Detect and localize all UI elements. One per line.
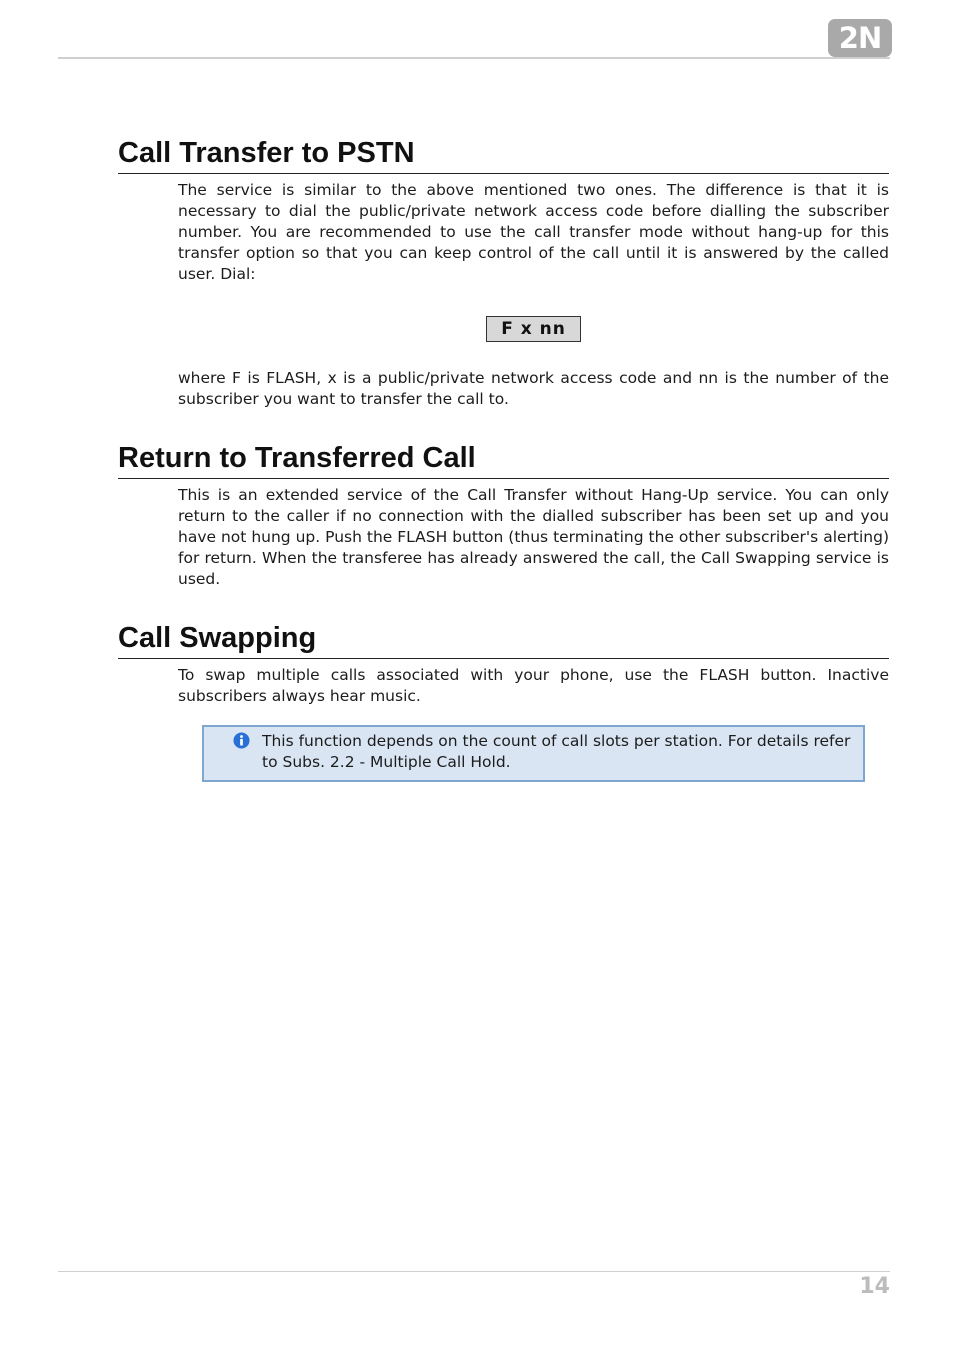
- note-text: This function depends on the count of call slots per station. For details refer to Subs. 2.2 - Multiple Call Hold.: [262, 732, 851, 771]
- section-call-transfer-pstn-cont: [118, 368, 889, 410]
- section-paragraph: The service is similar to the above mentioned two ones. The difference is that it is necessary to dial the public/private network access code before dialling the subscriber number. You are recommended to use the call transfer mode without hang-up for this transfer option so that you can keep control of the call until it is answered by the called user. Dial:: [178, 181, 889, 283]
- section-paragraph: This is an extended service of the Call Transfer without Hang-Up service. You can only return to the caller if no connection with the dialled subscriber has been set up and you have not hung up. Push the FLASH button (thus terminating the other subscriber's alerting) for return. When the transferee has already answered the call, the Call Swapping service is used.: [178, 486, 889, 588]
- brand-logo: [828, 19, 892, 57]
- info-icon: [233, 732, 250, 749]
- section-call-swapping: [118, 621, 889, 707]
- logo-text: 2N: [838, 21, 882, 55]
- section-call-transfer-pstn: [118, 136, 889, 285]
- dial-code-box: F x nn: [486, 316, 581, 342]
- section-heading: Return to Transferred Call: [118, 441, 889, 479]
- section-heading: Call Transfer to PSTN: [118, 136, 889, 174]
- page-number: 14: [859, 1274, 890, 1299]
- header-divider: [58, 57, 890, 59]
- section-return-to-transferred-call: [118, 441, 889, 590]
- info-note: [202, 725, 865, 782]
- section-paragraph: where F is FLASH, x is a public/private network access code and nn is the number of the subscriber you want to transfer the call to.: [178, 369, 889, 408]
- footer-divider: [58, 1271, 890, 1272]
- section-paragraph: To swap multiple calls associated with your phone, use the FLASH button. Inactive subscribers always hear music.: [178, 666, 889, 705]
- section-heading: Call Swapping: [118, 621, 889, 659]
